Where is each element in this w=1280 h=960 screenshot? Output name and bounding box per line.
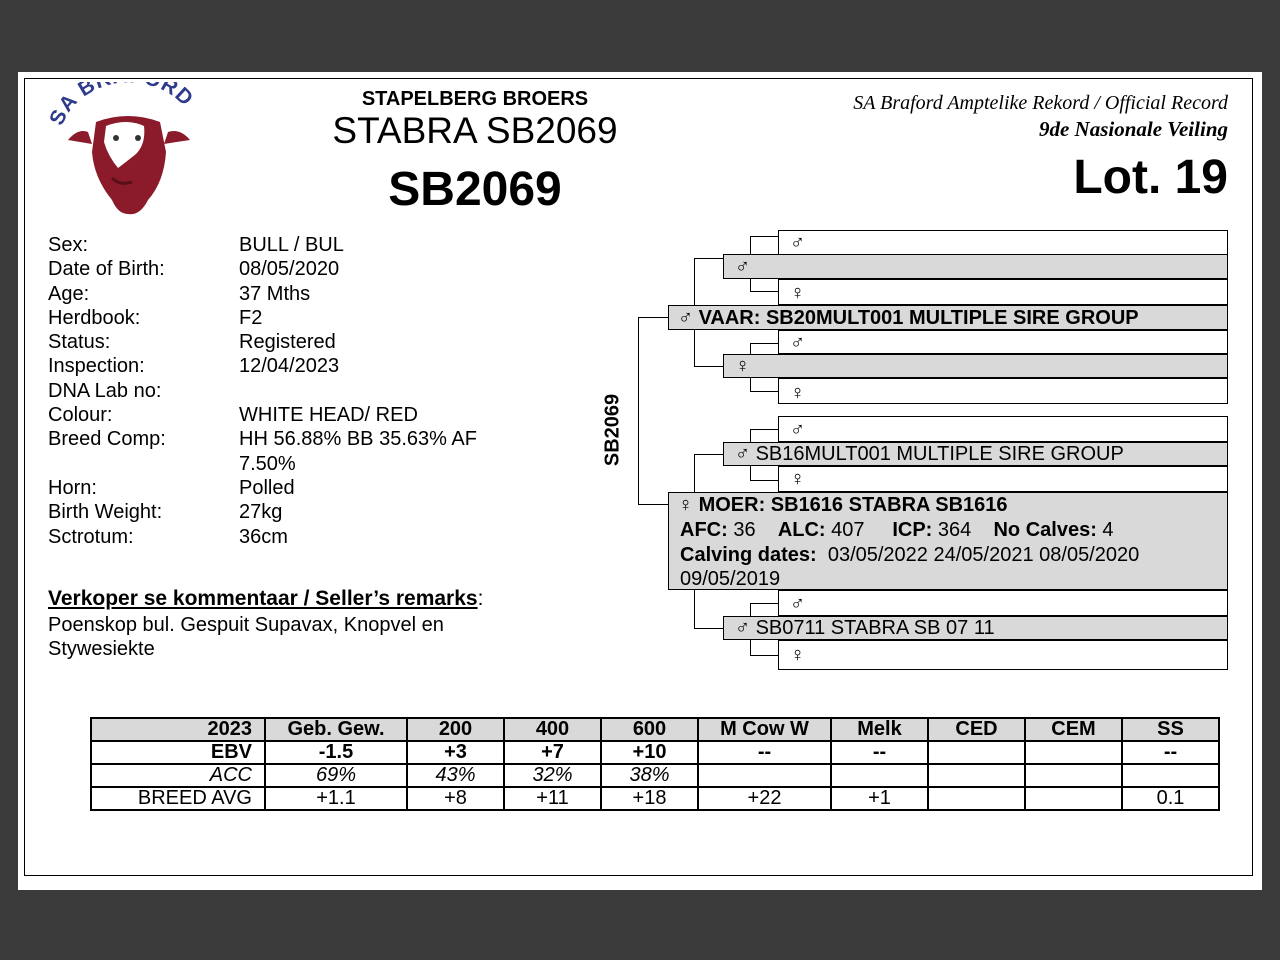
info-label: Sctrotum: bbox=[48, 525, 134, 548]
ebv-header-cell: Geb. Gew. bbox=[265, 718, 407, 741]
info-label: Horn: bbox=[48, 476, 97, 499]
info-label: Age: bbox=[48, 282, 90, 305]
info-row bbox=[48, 427, 519, 476]
info-row bbox=[48, 525, 519, 549]
animal-id: SB2069 bbox=[388, 163, 562, 216]
ebv-cell bbox=[1122, 764, 1219, 787]
ebv-header-cell: Melk bbox=[831, 718, 928, 741]
ebv-cell bbox=[928, 741, 1025, 764]
pedigree-sire-dam-sire bbox=[778, 330, 1228, 354]
ebv-header-cell: 2023 bbox=[91, 718, 265, 741]
info-label: Sex: bbox=[48, 234, 89, 256]
pedigree-connector bbox=[694, 454, 695, 492]
ebv-cell: +11 bbox=[504, 787, 601, 810]
ebv-cell bbox=[928, 787, 1025, 810]
remarks-colon: : bbox=[477, 587, 484, 610]
info-value: WHITE HEAD/ RED bbox=[239, 404, 418, 427]
ebv-cell bbox=[831, 764, 928, 787]
info-label: Date of Birth: bbox=[48, 258, 165, 281]
pedigree-dam-sire-label bbox=[735, 442, 1124, 466]
info-row bbox=[48, 500, 519, 524]
ebv-header-cell: M Cow W bbox=[698, 718, 831, 741]
farm-name: STAPELBERG BROERS bbox=[361, 88, 589, 110]
female-symbol: ♀ bbox=[790, 644, 805, 666]
pedigree-connector bbox=[750, 603, 778, 604]
record-title: SA Braford Amptelike Rekord / Official Record bbox=[853, 92, 1228, 114]
pedigree-connector bbox=[694, 454, 723, 455]
pedigree-connector bbox=[750, 291, 778, 292]
pedigree-connector bbox=[750, 343, 751, 354]
ebv-cell: +10 bbox=[601, 741, 698, 764]
pedigree-connector bbox=[694, 366, 723, 367]
pedigree-connector bbox=[750, 378, 751, 391]
ebv-row bbox=[91, 787, 1219, 810]
info-label: Birth Weight: bbox=[48, 501, 163, 524]
pedigree-connector bbox=[638, 317, 639, 504]
ebv-cell: -- bbox=[1122, 741, 1219, 764]
pedigree-dam-sire-dam bbox=[778, 466, 1228, 492]
pedigree-sire-sire-label bbox=[735, 255, 750, 279]
logo-text: A B RD bbox=[54, 82, 198, 117]
ebv-cell: 69% bbox=[265, 764, 407, 787]
pedigree-sire-sire bbox=[723, 254, 1228, 279]
ebv-cell bbox=[698, 764, 831, 787]
female-symbol: ♀ bbox=[790, 468, 805, 490]
ebv-row bbox=[91, 764, 1219, 787]
pedigree-connector bbox=[750, 603, 751, 616]
pedigree-connector bbox=[750, 655, 778, 656]
male-symbol: ♂ bbox=[790, 419, 805, 441]
pedigree-sire-label bbox=[678, 306, 1139, 330]
lot-number: Lot. 19 bbox=[1073, 151, 1228, 204]
sa-braford-logo bbox=[48, 82, 208, 222]
info-row bbox=[48, 233, 519, 257]
ebv-header-cell: CED bbox=[928, 718, 1025, 741]
male-symbol: ♂ bbox=[735, 617, 750, 639]
ebv-cell: +7 bbox=[504, 741, 601, 764]
pedigree-connector bbox=[750, 391, 778, 392]
pedigree-connector bbox=[750, 343, 778, 344]
ebv-cell: +22 bbox=[698, 787, 831, 810]
pedigree-sire-dam-dam bbox=[778, 378, 1228, 404]
calving-label: Calving dates: bbox=[680, 544, 817, 566]
auction-title: 9de Nasionale Veiling bbox=[1038, 117, 1228, 141]
ebv-cell bbox=[1025, 741, 1122, 764]
info-row bbox=[48, 476, 519, 500]
info-value: BULL / BUL bbox=[239, 234, 344, 256]
ebv-cell: -- bbox=[698, 741, 831, 764]
pedigree-sire-dam bbox=[723, 354, 1228, 378]
info-value: F2 bbox=[239, 306, 263, 329]
info-value: Registered bbox=[239, 331, 336, 354]
pedigree-dam-name: MOER: SB1616 STABRA SB1616 bbox=[698, 494, 1008, 516]
pedigree-connector bbox=[750, 429, 751, 442]
ebv-header-cell: CEM bbox=[1025, 718, 1122, 741]
info-value: Polled bbox=[239, 476, 295, 499]
male-symbol: ♂ bbox=[678, 307, 693, 329]
pedigree-connector bbox=[694, 330, 695, 367]
pedigree-sire-dam-label bbox=[735, 354, 750, 378]
info-row bbox=[48, 282, 519, 306]
info-label: Inspection: bbox=[48, 355, 145, 378]
pedigree-connector bbox=[750, 640, 751, 655]
pedigree-dam-calving bbox=[680, 543, 1139, 567]
pedigree-connector bbox=[694, 258, 723, 259]
info-row bbox=[48, 403, 519, 427]
ebv-cell: 32% bbox=[504, 764, 601, 787]
animal-details bbox=[48, 233, 519, 549]
female-symbol: ♀ bbox=[790, 382, 805, 404]
info-value: 27kg bbox=[239, 501, 283, 524]
ebv-cell: -- bbox=[831, 741, 928, 764]
pedigree-connector bbox=[694, 628, 723, 629]
male-symbol: ♂ bbox=[790, 232, 805, 254]
pedigree-dam-stats bbox=[680, 518, 1114, 542]
pedigree-dam-sire-sire bbox=[778, 416, 1228, 442]
female-symbol: ♀ bbox=[790, 282, 805, 304]
ebv-cell: EBV bbox=[91, 741, 265, 764]
alc-value: 407 bbox=[831, 519, 865, 541]
ebv-header-cell: 200 bbox=[407, 718, 504, 741]
info-row bbox=[48, 354, 519, 378]
pedigree-subject-label bbox=[598, 390, 628, 470]
male-symbol: ♂ bbox=[735, 443, 750, 465]
pedigree-sire-sire-dam bbox=[778, 279, 1228, 305]
ebv-cell: -1.5 bbox=[265, 741, 407, 764]
ebv-header-cell: SS bbox=[1122, 718, 1219, 741]
ebv-cell bbox=[1025, 787, 1122, 810]
info-label: DNA Lab no: bbox=[48, 379, 162, 402]
pedigree-dam-dam-sire bbox=[778, 590, 1228, 616]
info-row bbox=[48, 257, 519, 281]
icp-value: 364 bbox=[937, 519, 972, 541]
pedigree-connector bbox=[694, 590, 695, 628]
info-value: 36cm bbox=[239, 525, 288, 548]
pedigree-connector bbox=[750, 429, 778, 430]
calves-label: No Calves: bbox=[993, 519, 1097, 541]
animal-name: STABRA SB2069 bbox=[332, 110, 618, 151]
logo-graphic bbox=[48, 82, 208, 222]
pedigree-connector bbox=[750, 466, 751, 480]
info-value: 37 Mths bbox=[239, 282, 311, 305]
ebv-cell bbox=[928, 764, 1025, 787]
calves-value: 4 bbox=[1102, 519, 1114, 541]
pedigree-sire-name: VAAR: SB20MULT001 MULTIPLE SIRE GROUP bbox=[698, 307, 1139, 329]
pedigree-connector bbox=[694, 258, 695, 305]
pedigree-dam-sire-name: SB16MULT001 MULTIPLE SIRE GROUP bbox=[755, 443, 1124, 465]
ebv-row bbox=[91, 741, 1219, 764]
pedigree-dam-label bbox=[678, 493, 1008, 517]
pedigree-connector bbox=[750, 236, 751, 254]
ebv-table bbox=[90, 717, 1220, 811]
info-label: Herdbook: bbox=[48, 306, 141, 329]
calving-dates-cont: 09/05/2019 bbox=[680, 568, 781, 590]
pedigree-dam-dam-dam bbox=[778, 640, 1228, 670]
ebv-cell: +8 bbox=[407, 787, 504, 810]
ebv-cell: 43% bbox=[407, 764, 504, 787]
ebv-cell: BREED AVG bbox=[91, 787, 265, 810]
icp-label: ICP: bbox=[892, 519, 933, 541]
pedigree-dam-dam-name: SB0711 STABRA SB 07 11 bbox=[755, 617, 995, 639]
ebv-cell bbox=[1025, 764, 1122, 787]
female-symbol: ♀ bbox=[678, 494, 693, 516]
afc-value: 36 bbox=[733, 519, 756, 541]
info-value: 12/04/2023 bbox=[239, 355, 340, 378]
alc-label: ALC: bbox=[777, 519, 826, 541]
pedigree-connector bbox=[638, 317, 668, 318]
info-value: HH 56.88% BB 35.63% AF 7.50% bbox=[239, 428, 477, 475]
male-symbol: ♂ bbox=[735, 256, 750, 278]
remarks-heading bbox=[48, 587, 483, 611]
pedigree-dam-dam-label bbox=[735, 616, 995, 640]
remarks-text: Poenskop bul. Gespuit Supavax, Knopvel en Stywesiekte bbox=[48, 614, 444, 660]
info-value: 08/05/2020 bbox=[239, 258, 340, 281]
pedigree-connector bbox=[750, 279, 751, 291]
info-row bbox=[48, 330, 519, 354]
info-row bbox=[48, 306, 519, 330]
ebv-header-cell: 400 bbox=[504, 718, 601, 741]
pedigree-subject: SB2069 bbox=[601, 393, 624, 467]
afc-label: AFC: bbox=[680, 519, 728, 541]
ebv-header-cell: 600 bbox=[601, 718, 698, 741]
info-value bbox=[239, 379, 519, 403]
info-row bbox=[48, 379, 519, 403]
info-label: Status: bbox=[48, 331, 111, 354]
pedigree-connector bbox=[750, 480, 778, 481]
pedigree-connector bbox=[638, 504, 668, 505]
info-label: Colour: bbox=[48, 404, 113, 427]
ebv-cell: 0.1 bbox=[1122, 787, 1219, 810]
ebv-cell: +1 bbox=[831, 787, 928, 810]
male-symbol: ♂ bbox=[790, 332, 805, 354]
female-symbol: ♀ bbox=[735, 355, 750, 377]
info-label: Breed Comp: bbox=[48, 428, 166, 451]
calving-dates: 03/05/2022 24/05/2021 08/05/2020 bbox=[827, 544, 1140, 566]
pedigree-connector bbox=[750, 236, 778, 237]
ebv-cell: +3 bbox=[407, 741, 504, 764]
ebv-header-row bbox=[91, 718, 1219, 741]
ebv-cell: 38% bbox=[601, 764, 698, 787]
ebv-cell: ACC bbox=[91, 764, 265, 787]
ebv-cell: +18 bbox=[601, 787, 698, 810]
pedigree-sire-sire-sire bbox=[778, 230, 1228, 255]
male-symbol: ♂ bbox=[790, 593, 805, 615]
ebv-cell: +1.1 bbox=[265, 787, 407, 810]
remarks-heading-text: Verkoper se kommentaar / Seller’s remarks bbox=[48, 587, 478, 610]
